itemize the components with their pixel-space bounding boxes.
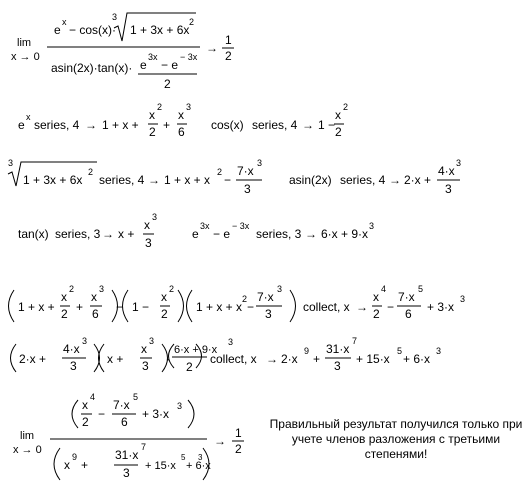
paren-left (11, 344, 17, 372)
frac-denominator: 2 (335, 125, 342, 139)
arrow: → (302, 118, 314, 132)
frac-numerator: x (161, 290, 167, 304)
term: + 15·x (145, 460, 176, 472)
term: + 15·x (356, 352, 390, 366)
paren-left (187, 290, 193, 322)
exponent: 3 (149, 336, 155, 346)
minus: − (98, 407, 106, 421)
frac-numerator: 7·x (237, 164, 254, 178)
frac-numerator: 7·x (398, 290, 415, 304)
result: 1 − (318, 118, 336, 132)
arrow: → (102, 227, 114, 241)
result: 1 + x + (102, 118, 139, 132)
frac-denominator: 3 (145, 236, 152, 250)
term: 2·x (281, 352, 298, 366)
keyword: series, 3 (55, 227, 101, 241)
limit-label: lim (20, 430, 35, 442)
exponent: 3 (177, 401, 183, 411)
exponent: 2 (242, 294, 248, 304)
exponent: 3 (186, 102, 192, 112)
arrow: → (214, 434, 226, 448)
paren-left (123, 290, 129, 322)
exponent: 2 (69, 284, 75, 294)
exponent: 3 (152, 212, 158, 222)
exponent: 3 (456, 158, 462, 168)
exponent: 3 (99, 284, 105, 294)
frac-numerator: 4·x (438, 164, 455, 178)
term: + 3·x (427, 300, 455, 314)
limit-approach: x → 0 (13, 444, 42, 456)
minus: − (116, 300, 124, 314)
frac-denominator: 2 (161, 307, 168, 321)
numerator-term: − cos(x)· (69, 23, 117, 37)
radicand: 1 + 3x + 6x (23, 173, 83, 187)
frac-numerator: 31·x (326, 342, 350, 356)
frac-denominator: 2 (149, 125, 156, 139)
term: 2·x + (19, 352, 47, 366)
frac-numerator: x (61, 290, 67, 304)
expression: asin(2x) (289, 173, 332, 187)
paren-left (72, 400, 78, 428)
expression: − e (213, 227, 231, 241)
minus: − (387, 300, 395, 314)
frac-numerator: x (178, 108, 184, 122)
exponent: 5 (418, 284, 424, 294)
exponent: 3 (82, 336, 88, 346)
plus: + (163, 118, 171, 132)
exponent: 2 (88, 167, 94, 177)
minus: − (224, 173, 232, 187)
plus: + (76, 300, 84, 314)
exponent: 7 (141, 442, 147, 452)
limit-label: lim (17, 37, 32, 49)
frac-denominator: 2 (373, 307, 380, 321)
exponent: 5 (397, 346, 403, 356)
exponent: 3 (460, 294, 466, 304)
dot: · (97, 352, 101, 366)
expression: tan(x) (18, 227, 49, 241)
expression: e (192, 227, 199, 241)
result: 2·x + (404, 173, 432, 187)
keyword: series, 4 (252, 118, 298, 132)
exponent: 9 (304, 346, 310, 356)
term: 1 + x + x (196, 300, 243, 314)
frac-numerator: x (141, 342, 147, 356)
exponent: − 3x (232, 221, 250, 231)
result: x + (118, 227, 135, 241)
frac-denominator: 6 (405, 307, 412, 321)
frac-numerator: 31·x (115, 448, 139, 462)
paren-left (9, 290, 15, 322)
frac-denominator: 3 (334, 359, 341, 373)
exponent: 7 (352, 336, 358, 346)
exponent: x (62, 17, 67, 27)
conclusion-note: Правильный результат получился только при учете членов разложения с третьими степенями! (269, 417, 523, 461)
term: + 6·x (186, 460, 211, 472)
frac-numerator: x (82, 398, 88, 412)
expression: cos(x) (211, 118, 244, 132)
frac-numerator: 7·x (257, 290, 274, 304)
exponent: − 3x (180, 52, 198, 62)
keyword: series, 4 (340, 173, 386, 187)
keyword: series, 3 (256, 227, 302, 241)
expression: e (18, 118, 25, 132)
arrow: → (148, 173, 160, 187)
exponent: 3 (436, 346, 442, 356)
result-denominator: 2 (225, 49, 232, 63)
frac-numerator: 7·x (113, 398, 130, 412)
exponent: 2 (189, 17, 195, 27)
numerator-term: e (54, 23, 61, 37)
keyword: series, 4 (99, 173, 145, 187)
frac-numerator: x (149, 108, 155, 122)
exponent: 3 (277, 284, 283, 294)
frac-denominator: 6 (92, 307, 99, 321)
arrow: → (389, 173, 401, 187)
inner-numerator: e (140, 58, 147, 72)
term: 1 + x + (18, 300, 55, 314)
keyword: collect, x (303, 300, 350, 314)
term: 1 − (132, 300, 150, 314)
frac-numerator: x (335, 108, 341, 122)
denominator-term: asin(2x)·tan(x)· (51, 61, 133, 75)
result-denominator: 2 (235, 442, 242, 456)
frac-denominator: 3 (70, 359, 77, 373)
term: x (64, 458, 70, 472)
minus: − (247, 300, 255, 314)
paren-right (290, 290, 296, 322)
arrow: → (85, 118, 97, 132)
root-index: 3 (112, 12, 118, 22)
arrow: → (356, 300, 368, 314)
exponent: 9 (72, 452, 78, 462)
exponent: 2 (343, 102, 349, 112)
exponent: x (26, 112, 31, 122)
arrow: → (266, 352, 278, 366)
frac-denominator: 2 (82, 415, 89, 429)
exponent: 3 (369, 221, 375, 231)
exponent: 3 (198, 453, 203, 462)
plus: + (81, 458, 89, 472)
plus: + (313, 352, 321, 366)
frac-denominator: 2 (186, 360, 193, 374)
inner-denominator: 2 (164, 77, 171, 91)
root-index: 3 (8, 158, 14, 168)
exponent: 5 (133, 392, 139, 402)
dot: · (166, 352, 170, 366)
exponent: 4 (381, 284, 387, 294)
frac-denominator: 6 (178, 125, 185, 139)
frac-denominator: 3 (142, 359, 149, 373)
paren-left (54, 448, 60, 480)
exponent: 3 (228, 337, 234, 347)
frac-numerator: 6·x + 9·x (174, 344, 218, 356)
exponent: 2 (169, 284, 175, 294)
frac-denominator: 3 (244, 182, 251, 196)
result: 6·x + 9·x (321, 227, 369, 241)
frac-numerator: x (91, 290, 97, 304)
inner-numerator: − e (161, 58, 179, 72)
frac-numerator: x (144, 218, 150, 232)
frac-numerator: x (373, 290, 379, 304)
exponent: 2 (157, 102, 163, 112)
arrow: → (305, 227, 317, 241)
exponent: 5 (181, 453, 186, 462)
exponent: 3 (257, 158, 263, 168)
frac-denominator: 3 (445, 182, 452, 196)
keyword: series, 4 (34, 118, 80, 132)
term: x + (107, 352, 124, 366)
exponent: 4 (90, 392, 96, 402)
term: + 6·x (403, 352, 431, 366)
frac-numerator: 4·x (63, 342, 80, 356)
result-numerator: 1 (225, 33, 232, 47)
paren-right (178, 290, 184, 322)
exponent: 2 (217, 167, 223, 177)
result: 1 + x + x (164, 173, 211, 187)
frac-denominator: 2 (61, 307, 68, 321)
keyword: collect, x (210, 352, 257, 366)
term: + 3·x (142, 407, 170, 421)
limit-approach: x → 0 (11, 51, 40, 63)
radicand: 1 + 3x + 6x (130, 23, 190, 37)
frac-denominator: 3 (265, 307, 272, 321)
arrow: → (206, 41, 218, 55)
frac-denominator: 3 (123, 466, 130, 480)
exponent: 3x (200, 221, 210, 231)
frac-denominator: 6 (121, 415, 128, 429)
paren-right (188, 400, 194, 428)
exponent: 3x (148, 52, 158, 62)
result-numerator: 1 (235, 426, 242, 440)
